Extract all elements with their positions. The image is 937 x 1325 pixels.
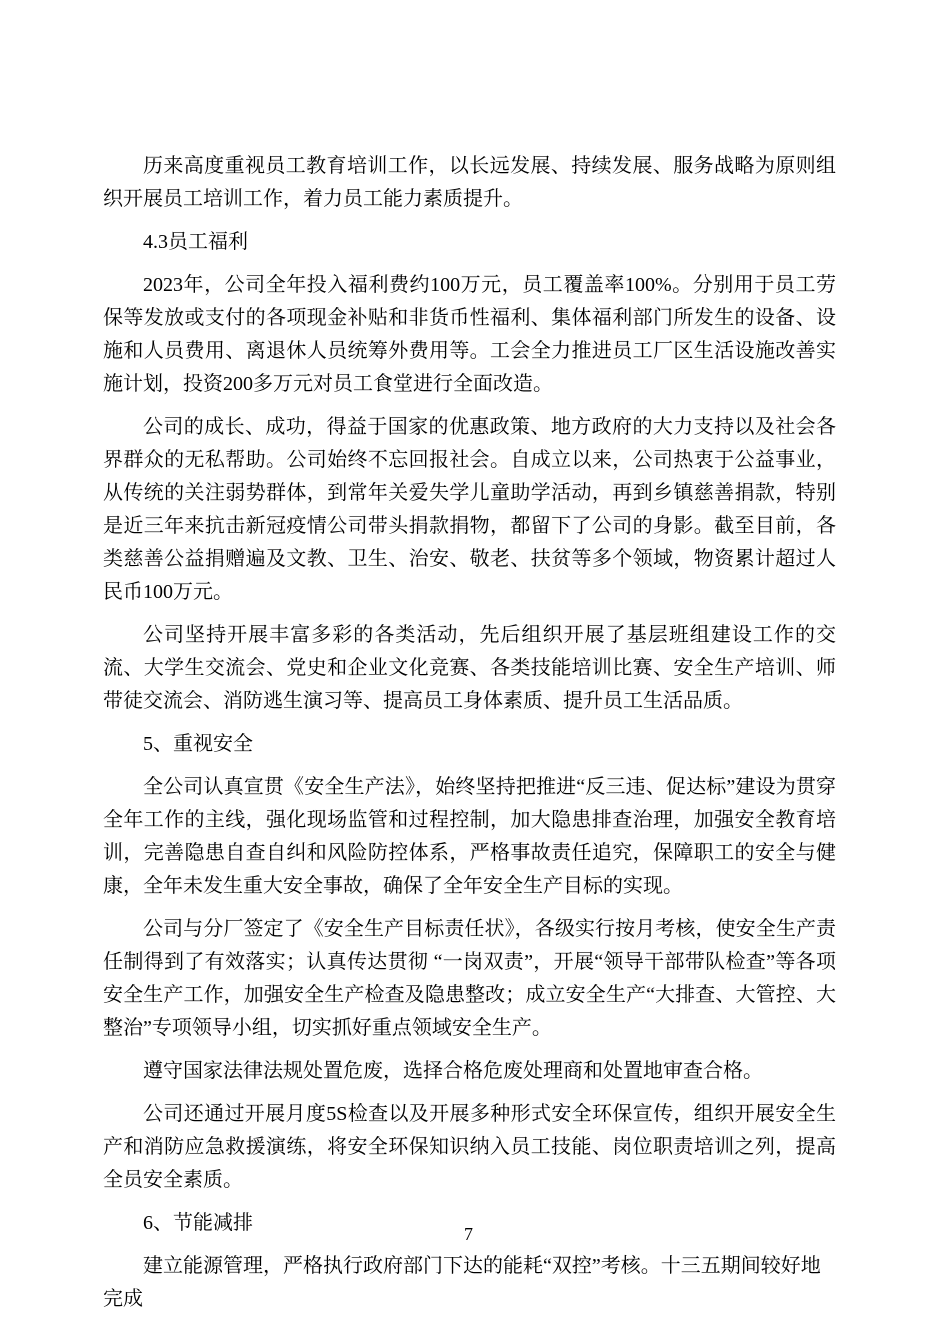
paragraph-charity: 公司的成长、成功，得益于国家的优惠政策、地方政府的大力支持以及社会各界群众的无私帮助。公司始终不忘回报社会。自成立以来，公司热衷于公益事业，从传统的关注弱势群体，到常年关爱失学儿童助学活动，再到乡镇慈善捐款，特别是近三年来抗击新冠疫情公司带头捐款捐物，都留下了公司的身影。截至目前，各类慈善公益捐赠遍及文教、卫生、治安、敬老、扶贫等多个领域，物资累计超过人民币100万元。: [103, 416, 836, 603]
heading-energy-saving: 6、节能减排: [143, 1212, 253, 1234]
paragraph-welfare-2023: 2023年，公司全年投入福利费约100万元，员工覆盖率100%。分别用于员工劳保等发放或支付的各项现金补贴和非货币性福利、集体福利部门所发生的设备、设施和人员费用、离退休人员统筹外费用等。工会全力推进员工厂区生活设施改善实施计划，投资200多万元对员工食堂进行全面改造。: [103, 274, 836, 395]
paragraph-safety-law: 全公司认真宣贯《安全生产法》，始终坚持把推进“反三违、促达标”建设为贯穿全年工作的主线，强化现场监管和过程控制，加大隐患排查治理，加强安全教育培训，完善隐患自查自纠和风险防控体系，严格事故责任追究，保障职工的安全与健康，全年未发生重大安全事故，确保了全年安全生产目标的实现。: [103, 776, 836, 897]
paragraph-employee-training: 历来高度重视员工教育培训工作，以长远发展、持续发展、服务战略为原则组织开展员工培训工作，着力员工能力素质提升。: [103, 155, 836, 210]
page-footer: [0, 1222, 937, 1246]
paragraph-hazardous-waste: 遵守国家法律法规处置危废，选择合格危废处理商和处置地审查合格。: [143, 1060, 763, 1082]
paragraph-activities: 公司坚持开展丰富多彩的各类活动，先后组织开展了基层班组建设工作的交流、大学生交流会、党史和企业文化竞赛、各类技能培训比赛、安全生产培训、师带徒交流会、消防逃生演习等、提高员工身体素质、提升员工生活品质。: [103, 624, 836, 712]
paragraph-5s-inspection: 公司还通过开展月度5S检查以及开展多种形式安全环保宣传，组织开展安全生产和消防应急救援演练，将安全环保知识纳入员工技能、岗位职责培训之列，提高全员安全素质。: [103, 1103, 836, 1191]
paragraph-safety-responsibility: 公司与分厂签定了《安全生产目标责任状》，各级实行按月考核，使安全生产责任制得到了有效落实；认真传达贯彻 “一岗双责”，开展“领导干部带队检查”等各项安全生产工作，加强安全生产检查及隐患整改；成立安全生产“大排查、大管控、大整治”专项领导小组，切实抓好重点领域安全生产。: [103, 918, 836, 1039]
paragraph-energy-management: 建立能源管理，严格执行政府部门下达的能耗“双控”考核。十三五期间较好地完成: [103, 1255, 821, 1310]
document-body: [103, 150, 836, 1325]
page-number: 7: [464, 1224, 473, 1244]
heading-safety: 5、重视安全: [143, 733, 253, 755]
heading-employee-welfare: 4.3员工福利: [143, 231, 248, 253]
